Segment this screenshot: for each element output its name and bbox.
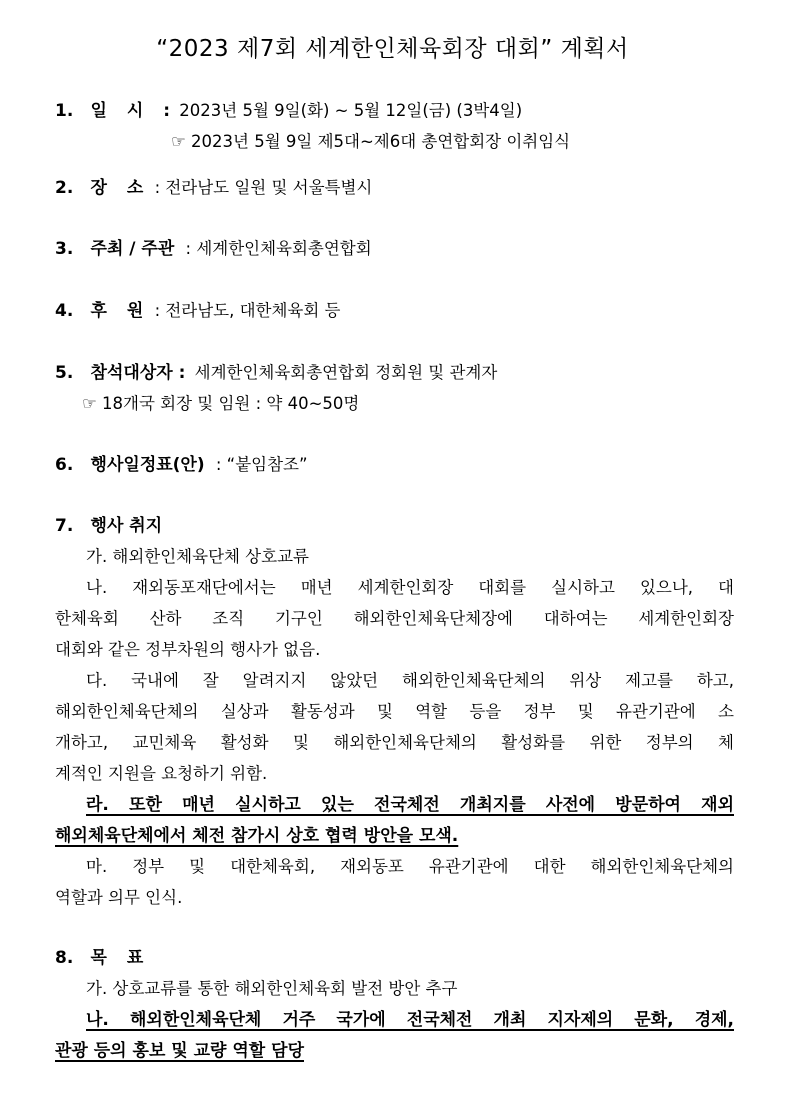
purpose-line-3: 한체육회 산하 조직 기구인 해외한인체육단체장에 대하여는 세계한인회장	[55, 609, 734, 628]
section-label: 행사 취지	[90, 516, 163, 536]
purpose-line-11: 마. 정부 및 대한체육회, 재외동포 유관기관에 대한 해외한인체육단체의	[86, 857, 734, 876]
section-label: 참석대상자 :	[90, 363, 186, 383]
section-6-heading	[55, 454, 308, 476]
section-5-note: ☞ 18개국 회장 및 임원 : 약 40~50명	[82, 394, 360, 413]
section-number: 1.	[55, 101, 74, 121]
goal-line-2-emphasis: 나. 해외한인체육단체 거주 국가에 전국체전 개최 지자제의 문화, 경제,	[86, 1010, 734, 1030]
section-3-heading	[55, 238, 372, 260]
section-label: 후 원	[90, 301, 144, 321]
section-7-heading	[55, 515, 162, 537]
section-number: 4.	[55, 301, 74, 321]
section-value: : 세계한인체육회총연합회	[185, 239, 372, 258]
purpose-line-4: 대회와 같은 정부차원의 행사가 없음.	[55, 640, 321, 659]
section-number: 3.	[55, 239, 74, 259]
section-1-note: ☞ 2023년 5월 9일 제5대~제6대 총연합회장 이취임식	[171, 132, 571, 151]
purpose-line-2: 나. 재외동포재단에서는 매년 세계한인회장 대회를 실시하고 있으나, 대	[86, 578, 734, 597]
section-number: 6.	[55, 455, 74, 475]
document-title: “2023 제7회 세계한인체육회장 대회” 계획서	[156, 36, 629, 62]
purpose-line-6: 해외한인체육단체의 실상과 활동성과 및 역할 등을 정부 및 유관기관에 소	[55, 702, 734, 721]
section-2-heading	[55, 177, 372, 199]
section-number: 5.	[55, 363, 74, 383]
section-1-heading	[55, 100, 522, 122]
purpose-line-12: 역할과 의무 인식.	[55, 888, 183, 907]
purpose-line-1: 가. 해외한인체육단체 상호교류	[86, 547, 309, 566]
section-8-heading	[55, 947, 143, 969]
goal-line-1: 가. 상호교류를 통한 해외한인체육회 발전 방안 추구	[86, 979, 458, 998]
section-number: 2.	[55, 178, 74, 198]
goal-line-3-emphasis: 관광 등의 홍보 및 교량 역할 담당	[55, 1041, 304, 1061]
purpose-line-9-emphasis: 라. 또한 매년 실시하고 있는 전국체전 개최지를 사전에 방문하여 재외	[86, 795, 734, 815]
section-label: 일 시 :	[90, 101, 171, 121]
section-label: 장 소	[90, 178, 144, 198]
purpose-line-10-emphasis: 해외체육단체에서 체전 참가시 상호 협력 방안을 모색.	[55, 826, 459, 846]
section-value: 세계한인체육회총연합회 정회원 및 관계자	[194, 363, 498, 382]
section-value: : “붙임참조”	[215, 455, 308, 474]
section-value: : 전라남도 일원 및 서울특별시	[154, 178, 373, 197]
section-label: 행사일정표(안)	[90, 455, 205, 475]
section-number: 7.	[55, 516, 74, 536]
section-value: : 전라남도, 대한체육회 등	[154, 301, 341, 320]
section-number: 8.	[55, 948, 74, 968]
section-value: 2023년 5월 9일(화) ~ 5월 12일(금) (3박4일)	[179, 101, 523, 120]
section-label: 목 표	[90, 948, 144, 968]
section-4-heading	[55, 300, 341, 322]
section-label: 주최 / 주관	[90, 239, 175, 259]
purpose-line-7: 개하고, 교민체육 활성화 및 해외한인체육단체의 활성화를 위한 정부의 체	[55, 733, 734, 752]
purpose-line-5: 다. 국내에 잘 알려지지 않았던 해외한인체육단체의 위상 제고를 하고,	[86, 671, 734, 690]
section-5-heading	[55, 362, 497, 384]
purpose-line-8: 계적인 지원을 요청하기 위함.	[55, 764, 268, 783]
